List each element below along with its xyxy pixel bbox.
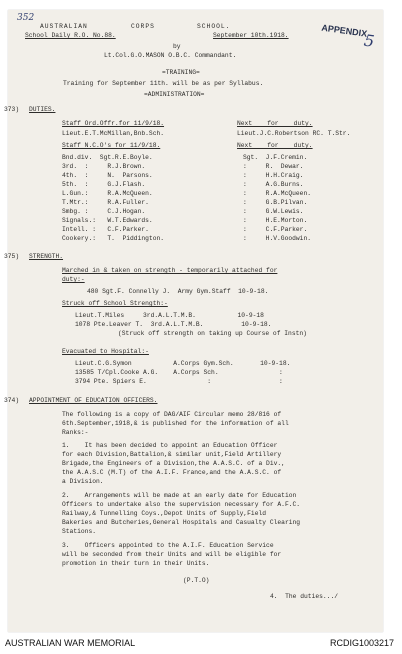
roster-right: Sgt. J.F.Cremin. [243, 154, 308, 161]
duties-title: DUTIES. [29, 106, 56, 113]
roster-left: Smbg. : C.J.Hogan. [62, 208, 146, 215]
para3-line: 3. Officers appointed to the A.I.F. Education Service [62, 542, 274, 549]
admin-heading: =ADMINISTRATION= [144, 91, 205, 98]
struck-line: 1078 Pte.Leaver T. 3rd.A.L.T.M.B. 10-9-18. [75, 321, 272, 328]
para3-line: will be seconded from their Units and will be eligible for [62, 551, 282, 558]
strength-title: STRENGTH. [29, 253, 64, 260]
roster-right: : H.V.Goodwin. [243, 235, 312, 242]
marched-line: 480 Sgt.F. Connelly J. Army Gym.Staff 10-9-18. [87, 288, 269, 295]
para1-line: the A.A.S.C (M.T) of the A.I.F. France,and the A.A.S.C. of [62, 469, 282, 476]
strength-number: 375) [4, 253, 20, 260]
roster-left: 5th. : G.J.Flash. [62, 181, 146, 188]
pto-marker: (P.T.O) [183, 577, 210, 584]
roster-right: : G.B.Pilvan. [243, 199, 308, 206]
para2-line: Stations. [62, 528, 97, 535]
roster-left: Cookery.: T. Piddington. [62, 235, 165, 242]
next-officer-label: Next for duty. [237, 120, 313, 127]
evacuated-line: 3794 Pte. Spiers E. : : [75, 378, 283, 385]
education-number: 374) [4, 397, 20, 404]
para2-line: 2. Arrangements will be made at an early date for Education [62, 492, 297, 499]
para1-line: Brigade,the Engineers of a Division,the A.A.S.C. of a Div., [62, 460, 285, 467]
roster-left: 4th. : N. Parsons. [62, 172, 153, 179]
footer-source: AUSTRALIAN WAR MEMORIAL [5, 638, 136, 648]
para2-line: Officers to undertake also the supervision necessary for A.F.C. [62, 501, 301, 508]
header-school: SCHOOL. [197, 23, 231, 30]
roster-left: Intell. : C.F.Parker. [62, 226, 149, 233]
para2-line: Railway,& Tunnelling Coys.,Depot Units of Supply,Field [62, 510, 267, 517]
intro-line: The following is a copy of DAG/AIF Circular memo 28/816 of [62, 411, 282, 418]
training-text: Training for September 11th. will be as per Syllabus. [63, 80, 264, 87]
header-australian: AUSTRALIAN [40, 23, 88, 30]
roster-left: L.Gun.: R.A.McQueen. [62, 190, 153, 197]
roster-left: Bnd.div. Sgt.R.E.Boyle. [62, 154, 153, 161]
appendix-label: APPENDIX [320, 22, 368, 39]
roster-right: : R. Dewar. [243, 163, 304, 170]
intro-line: Ranks:- [62, 429, 89, 436]
commandant: Lt.Col.G.O.MASON O.B.C. Commandant. [104, 52, 237, 59]
para1-line: 1. It has been decided to appoint an Education Officer [62, 442, 278, 449]
roster-right: : H.E.Morton. [243, 217, 308, 224]
roster-right: : G.W.Lewis. [243, 208, 304, 215]
header-corps: CORPS [131, 23, 155, 30]
evacuated-line: 13585 T/Cpl.Cooke A.G. A.Corps Sch. : [75, 369, 283, 376]
continuation-note: 4. The duties.../ [270, 593, 339, 600]
struck-line: Lieut.T.Miles 3rd.A.L.T.M.B. 10-9-18 [75, 312, 264, 319]
by-text: by [173, 43, 181, 50]
roster-left: Signals.: W.T.Edwards. [62, 217, 153, 224]
evacuated-line: Lieut.C.G.Symon A.Corps Gym.Sch. 10-9-18. [75, 360, 291, 367]
para2-line: Bakeries and Butcheries,General Hospitals and Casualty Clearing [62, 519, 301, 526]
duty-label: duty:- [62, 276, 85, 283]
corner-note: 352 [17, 13, 35, 23]
evacuated-label: Evacuated to Hospital:- [62, 348, 149, 355]
appendix-number: 5 [362, 30, 376, 51]
staff-officer-name: Lieut.E.T.McMillan,Bnb.Sch. [62, 130, 165, 137]
roster-right: : C.F.Parker. [243, 226, 308, 233]
struck-label: Struck off School Strength:- [62, 300, 168, 307]
roster-left: T.Mtr.: R.A.Fuller. [62, 199, 149, 206]
duties-number: 373) [4, 106, 20, 113]
para3-line: promotion in their turn in their Units. [62, 560, 210, 567]
next-officer-name: Lieut.J.C.Robertson RC. T.Str. [237, 130, 351, 137]
roster-right: : R.A.McQueen. [243, 190, 312, 197]
order-date: September 10th.1918. [213, 32, 289, 39]
education-title: APPOINTMENT OF EDUCATION OFFICERS. [29, 397, 158, 404]
staff-officer-label: Staff Ord.Offr.for 11/9/18. [62, 120, 165, 127]
order-title: School Daily R.O. No.88. [25, 32, 116, 39]
footer-id: RCDIG1003217 [329, 638, 394, 648]
struck-note: (Struck off strength on taking up Course of Instn) [118, 330, 307, 337]
roster-left: 3rd. : R.J.Brown. [62, 163, 146, 170]
intro-line: 6th.September,1918,& is published for the information of all [62, 420, 289, 427]
marched-label: Marched in & taken on strength - temporarily attached for [62, 267, 278, 274]
training-heading: =TRAINING= [162, 69, 200, 76]
para1-line: a Division. [62, 478, 104, 485]
roster-right: : A.G.Burns. [243, 181, 304, 188]
para1-line: for each Division,Battalion,& similar unit,Field Artillery [62, 451, 282, 458]
nco-label: Staff N.C.O's for 11/9/18. [62, 142, 161, 149]
roster-right: : H.H.Craig. [243, 172, 304, 179]
nco-next-label: Next for duty. [237, 142, 313, 149]
